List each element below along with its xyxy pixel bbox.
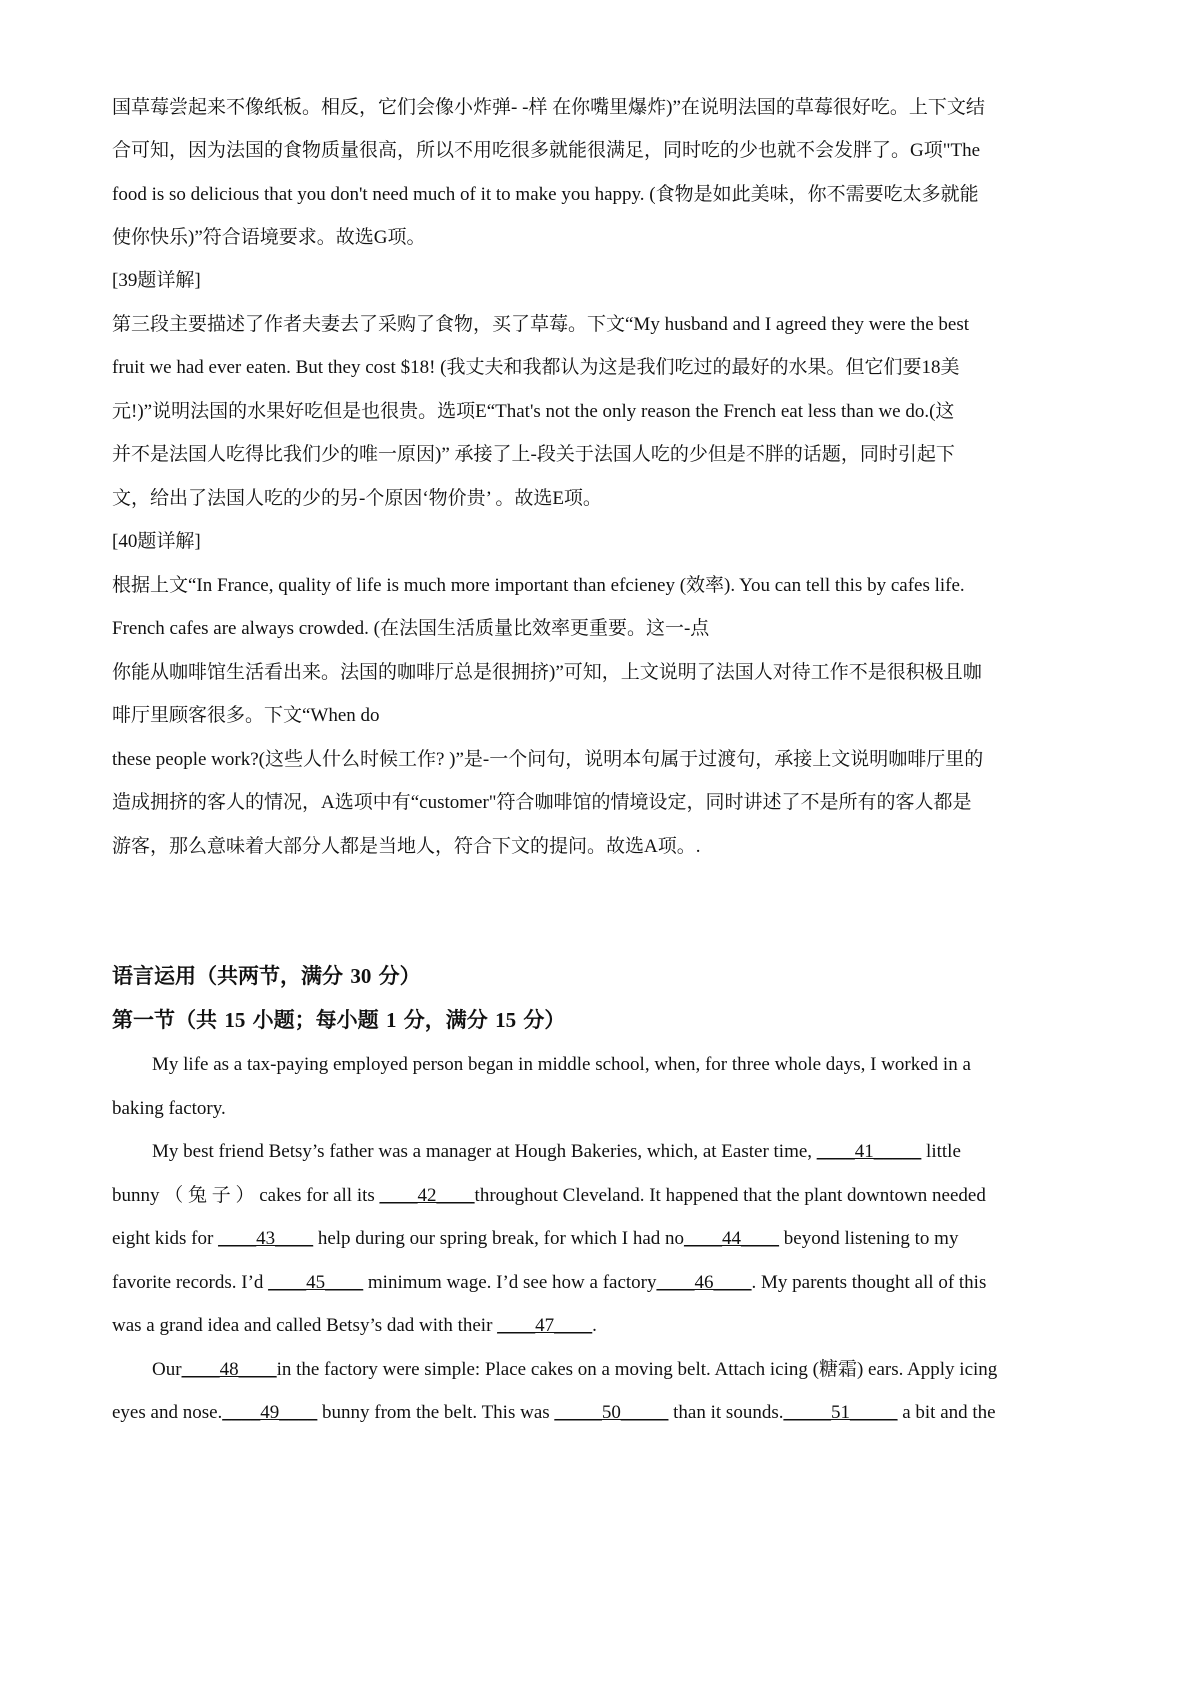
- blank-49: ____49____: [222, 1402, 318, 1423]
- passage-line: eyes and nose.____49____ bunny from the belt. This was _____50_____ than it sounds._____51_____ a bit and the: [112, 1402, 996, 1423]
- analysis-line: 合可知，因为法国的食物质量很高，所以不用吃很多就能很满足，同时吃的少也就不会发胖了。G项"The: [112, 140, 981, 161]
- analysis-line: 元!)”说明法国的水果好吃但是也很贵。选项E“That's not the only reason the French eat less than we do.(这: [112, 401, 955, 422]
- analysis-line: 文，给出了法国人吃的少的另-个原因‘物价贵’ 。故选E项。: [112, 488, 602, 509]
- analysis-line: 造成拥挤的客人的情况，A选项中有“customer"符合咖啡馆的情境设定，同时讲述了不是所有的客人都是: [112, 792, 972, 813]
- blank-50: _____50_____: [554, 1402, 669, 1423]
- blank-48: ____48____: [181, 1359, 277, 1380]
- blank-44: ____44____: [684, 1228, 780, 1249]
- blank-42: ____42____: [379, 1185, 475, 1206]
- analysis-line: fruit we had ever eaten. But they cost $18! (我丈夫和我都认为这是我们吃过的最好的水果。但它们要18美: [112, 357, 960, 378]
- blank-51: _____51_____: [783, 1402, 898, 1423]
- analysis-line: 啡厅里顾客很多。下文“When do: [112, 705, 380, 726]
- passage-line: favorite records. I’d ____45____ minimum wage. I’d see how a factory____46____. My parents thought all of this: [112, 1272, 987, 1293]
- analysis-line: 你能从咖啡馆生活看出来。法国的咖啡厅总是很拥挤)”可知，上文说明了法国人对待工作不是很积极且咖: [112, 662, 982, 683]
- q40-title: [40题详解]: [112, 531, 201, 552]
- analysis-line: 根据上文“In France, quality of life is much more important than efcieney (效率). You can tell this by cafes life.: [112, 575, 965, 596]
- passage-line: My best friend Betsy’s father was a manager at Hough Bakeries, which, at Easter time, ____41_____ little: [152, 1141, 961, 1162]
- q39-title: [39题详解]: [112, 270, 201, 291]
- analysis-line: French cafes are always crowded. (在法国生活质量比效率更重要。这一-点: [112, 618, 710, 639]
- subsection-heading: 第一节（共 15 小题；每小题 1 分，满分 15 分）: [112, 1008, 566, 1032]
- analysis-line: 使你快乐)”符合语境要求。故选G项。: [112, 227, 426, 248]
- blank-45: ____45____: [268, 1272, 364, 1293]
- blank-46: ____46____: [656, 1272, 752, 1293]
- passage-line: eight kids for ____43____ help during our spring break, for which I had no____44____ beyond listening to my: [112, 1228, 959, 1249]
- analysis-line: 国草莓尝起来不像纸板。相反，它们会像小炸弹- -样 在你嘴里爆炸)”在说明法国的草莓很好吃。上下文结: [112, 97, 985, 118]
- analysis-line: 第三段主要描述了作者夫妻去了采购了食物，买了草莓。下文“My husband and I agreed they were the best: [112, 314, 969, 335]
- analysis-line: 游客，那么意味着大部分人都是当地人，符合下文的提问。故选A项。.: [112, 836, 701, 857]
- analysis-line: food is so delicious that you don't need much of it to make you happy. (食物是如此美味，你不需要吃太多就能: [112, 184, 979, 205]
- analysis-line: these people work?(这些人什么时候工作? )”是-一个问句，说明本句属于过渡句，承接上文说明咖啡厅里的: [112, 749, 984, 770]
- section-heading: 语言运用（共两节，满分 30 分）: [112, 964, 421, 988]
- passage-line: bunny （ 兔 子 ） cakes for all its ____42____throughout Cleveland. It happened that the plant downtown needed: [112, 1185, 986, 1206]
- passage-line: baking factory.: [112, 1098, 226, 1119]
- blank-41: ____41_____: [816, 1141, 922, 1162]
- blank-47: ____47____: [497, 1315, 593, 1336]
- passage-line: Our____48____in the factory were simple: Place cakes on a moving belt. Attach icing (糖霜) ears. Apply icing: [152, 1359, 998, 1380]
- passage-line: My life as a tax-paying employed person began in middle school, when, for three whole days, I worked in a: [152, 1054, 971, 1075]
- blank-43: ____43____: [218, 1228, 314, 1249]
- analysis-line: 并不是法国人吃得比我们少的唯一原因)” 承接了上-段关于法国人吃的少但是不胖的话题，同时引起下: [112, 444, 955, 465]
- passage-line: was a grand idea and called Betsy’s dad with their ____47____.: [112, 1315, 597, 1336]
